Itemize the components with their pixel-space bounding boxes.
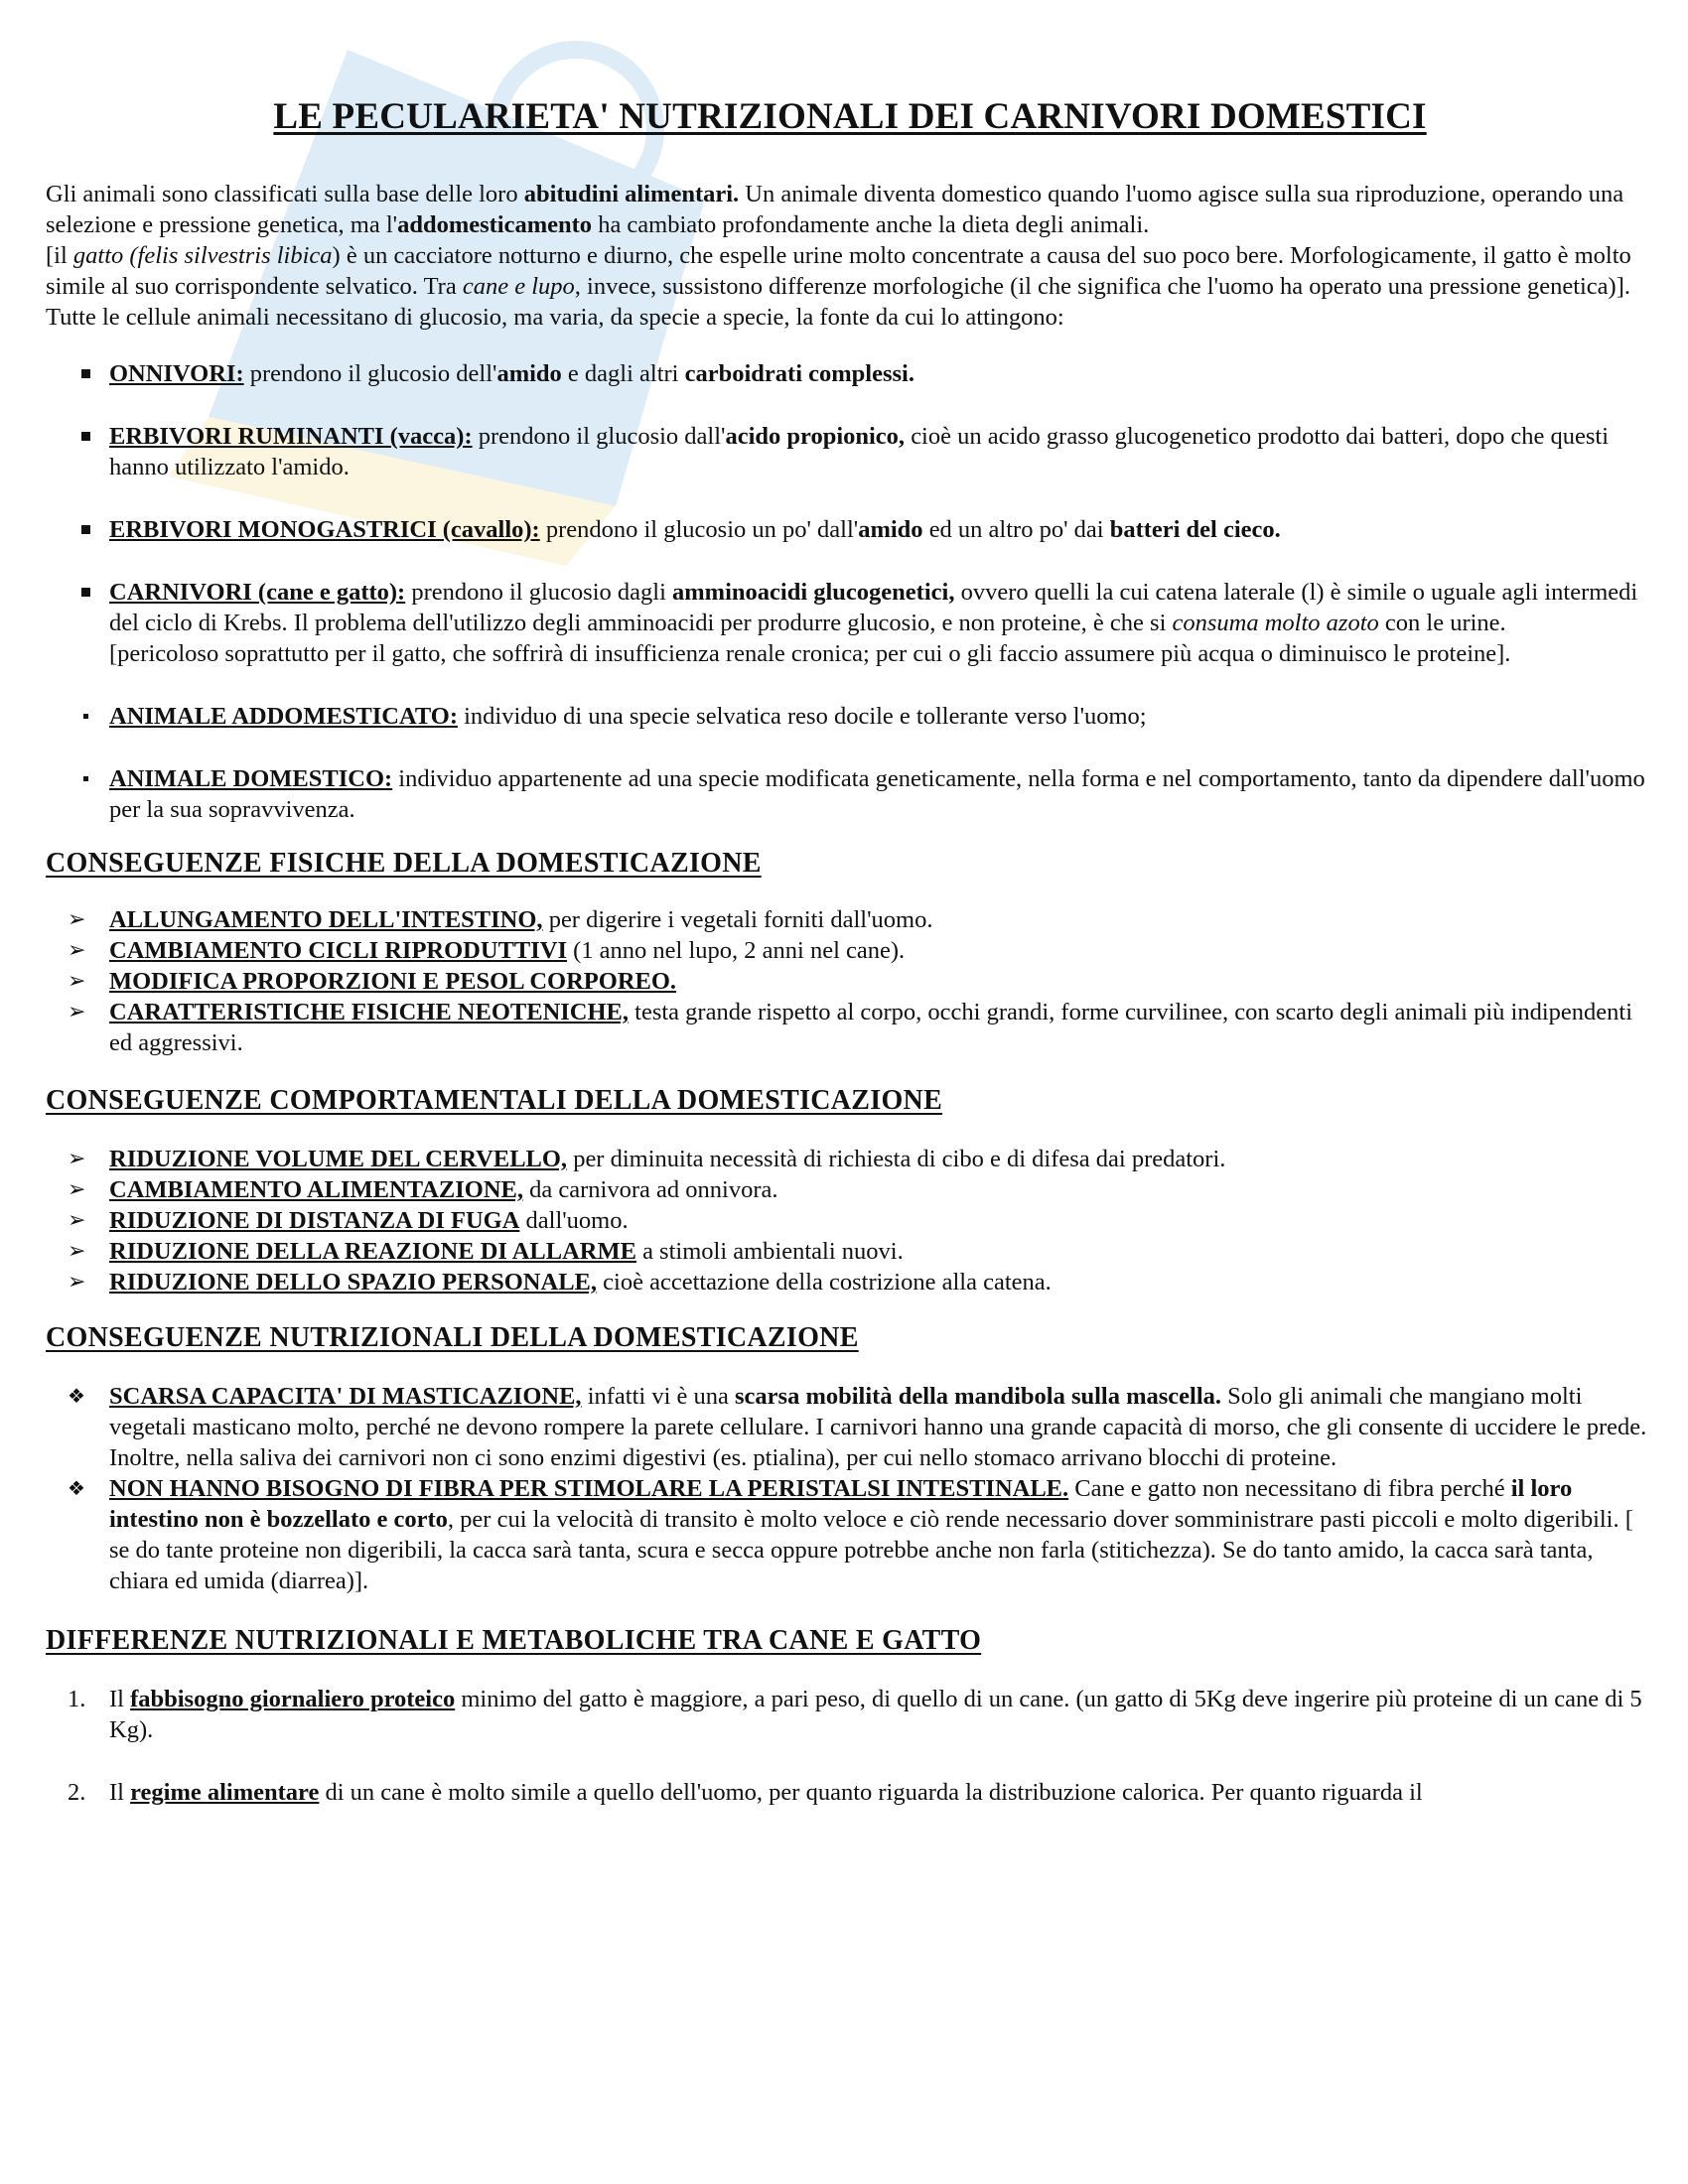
- section-heading-nutrizionali: CONSEGUENZE NUTRIZIONALI DELLA DOMESTICAZIONE: [46, 1322, 859, 1353]
- list-item-onnivori: ONNIVORI: prendono il glucosio dell'amido e dagli altri carboidrati complessi.: [46, 358, 1654, 389]
- list-item: ➢ CAMBIAMENTO ALIMENTAZIONE, da carnivora ad onnivora.: [46, 1174, 1654, 1205]
- page-title: LE PECULARIETA' NUTRIZIONALI DEI CARNIVORI DOMESTICI: [273, 96, 1427, 137]
- list-item: ➢ MODIFICA PROPORZIONI E PESOL CORPOREO.: [46, 966, 1654, 997]
- list-item: ➢ RIDUZIONE DELLO SPAZIO PERSONALE, cioè accettazione della costrizione alla catena.: [46, 1267, 1654, 1297]
- comportamentali-list: [46, 1144, 1654, 1297]
- document-page: [46, 95, 1654, 1840]
- list-item-regime: 2. Il regime alimentare di un cane è molto simile a quello dell'uomo, per quanto riguarda la distribuzione calorica. Per quanto riguarda il: [68, 1779, 1423, 1806]
- category-list: [46, 358, 1654, 825]
- list-item: ➢ CARATTERISTICHE FISICHE NEOTENICHE, testa grande rispetto al corpo, occhi grandi, forme curvilinee, con scarto degli animali più indipendenti ed aggressivi.: [46, 997, 1654, 1058]
- glucose-paragraph: Tutte le cellule animali necessitano di glucosio, ma varia, da specie a specie, la fonte da cui lo attingono:: [46, 304, 1064, 331]
- section-heading-comportamentali: CONSEGUENZE COMPORTAMENTALI DELLA DOMESTICAZIONE: [46, 1085, 943, 1116]
- intro-paragraph: Gli animali sono classificati sulla base delle loro abitudini alimentari. Un animale diventa domestico quando l'uomo agisce sulla sua riproduzione, operando una selezione e pressione genetica, ma l'addomesticamento ha cambiato profondamente anche la dieta degli animali.: [46, 181, 1624, 238]
- list-item: ➢ RIDUZIONE DI DISTANZA DI FUGA dall'uomo.: [46, 1205, 1654, 1236]
- section-heading-fisiche: CONSEGUENZE FISICHE DELLA DOMESTICAZIONE: [46, 848, 762, 879]
- list-item-domestico: ANIMALE DOMESTICO: individuo appartenente ad una specie modificata geneticamente, nella forma e nel comportamento, tanto da dipendere dall'uomo per la sua sopravvivenza.: [46, 763, 1654, 825]
- list-item-fibra: ❖ NON HANNO BISOGNO DI FIBRA PER STIMOLARE LA PERISTALSI INTESTINALE. Cane e gatto non necessitano di fibra perché il loro intestino non è bozzellato e corto, per cui la velocità di transito è molto veloce e ciò rende necessario dover somministrare pasti piccoli e molto digeribili. [ se do tante proteine non digeribili, la cacca sarà tanta, scura e secca oppure potrebbe anche non farla (stitichezza). Se do tanto amido, la cacca sarà tanta, chiara ed umida (diarrea)].: [46, 1473, 1654, 1596]
- list-item-carnivori: CARNIVORI (cane e gatto): prendono il glucosio dagli amminoacidi glucogenetici, ovvero quelli la cui catena laterale (l) è simile o uguale agli intermedi del ciclo di Krebs. Il problema dell'utilizzo degli amminoacidi per produrre glucosio, e non proteine, è che si consuma molto azoto con le urine. [pericoloso soprattutto per il gatto, che soffrirà di insufficienza renale cronica; per cui o gli faccio assumere più acqua o diminuisco le proteine].: [46, 577, 1654, 669]
- list-item: ➢ CAMBIAMENTO CICLI RIPRODUTTIVI (1 anno nel lupo, 2 anni nel cane).: [46, 935, 1654, 966]
- cat-paragraph: [il gatto (felis silvestris libica) è un cacciatore notturno e diurno, che espelle urine molto concentrate a causa del suo poco bere. Morfologicamente, il gatto è molto simile al suo corrispondente selvatico. Tra cane e lupo, invece, sussistono differenze morfologiche (il che significa che l'uomo ha operato una pressione genetica)].: [46, 242, 1631, 300]
- list-item-monogastrici: ERBIVORI MONOGASTRICI (cavallo): prendono il glucosio un po' dall'amido ed un altro po' dai batteri del cieco.: [46, 514, 1654, 545]
- carnivori-note: [pericoloso soprattutto per il gatto, che soffrirà di insufficienza renale cronica; per cui o gli faccio assumere più acqua o diminuisco le proteine].: [109, 640, 1511, 667]
- list-item: ➢ RIDUZIONE VOLUME DEL CERVELLO, per diminuita necessità di richiesta di cibo e di difesa dai predatori.: [46, 1144, 1654, 1174]
- list-item: ➢ RIDUZIONE DELLA REAZIONE DI ALLARME a stimoli ambientali nuovi.: [46, 1236, 1654, 1267]
- nutrizionali-list: [46, 1381, 1654, 1596]
- intro-section: [46, 179, 1654, 333]
- list-item-fabbisogno: 1. Il fabbisogno giornaliero proteico minimo del gatto è maggiore, a pari peso, di quello di un cane. (un gatto di 5Kg deve ingerire più proteine di un cane di 5 Kg).: [68, 1686, 1642, 1743]
- list-item-ruminanti: ERBIVORI RUMINANTI (vacca): prendono il glucosio dall'acido propionico, cioè un acido grasso glucogenetico prodotto dai batteri, dopo che questi hanno utilizzato l'amido.: [46, 421, 1654, 482]
- list-item-addomesticato: ANIMALE ADDOMESTICATO: individuo di una specie selvatica reso docile e tollerante verso l'uomo;: [46, 701, 1654, 732]
- section-heading-differenze: DIFFERENZE NUTRIZIONALI E METABOLICHE TRA CANE E GATTO: [46, 1625, 982, 1656]
- fisiche-list: [46, 904, 1654, 1058]
- list-item: ➢ ALLUNGAMENTO DELL'INTESTINO, per digerire i vegetali forniti dall'uomo.: [46, 904, 1654, 935]
- differenze-list: [46, 1684, 1654, 1808]
- list-item-masticazione: ❖ SCARSA CAPACITA' DI MASTICAZIONE, infatti vi è una scarsa mobilità della mandibola sulla mascella. Solo gli animali che mangiano molti vegetali masticano molto, perché ne devono rompere la parete cellulare. I carnivori hanno una grande capacità di morso, che gli consente di uccidere le prede. Inoltre, nella saliva dei carnivori non ci sono enzimi digestivi (es. ptialina), per cui nello stomaco arrivano blocchi di proteine.: [46, 1381, 1654, 1473]
